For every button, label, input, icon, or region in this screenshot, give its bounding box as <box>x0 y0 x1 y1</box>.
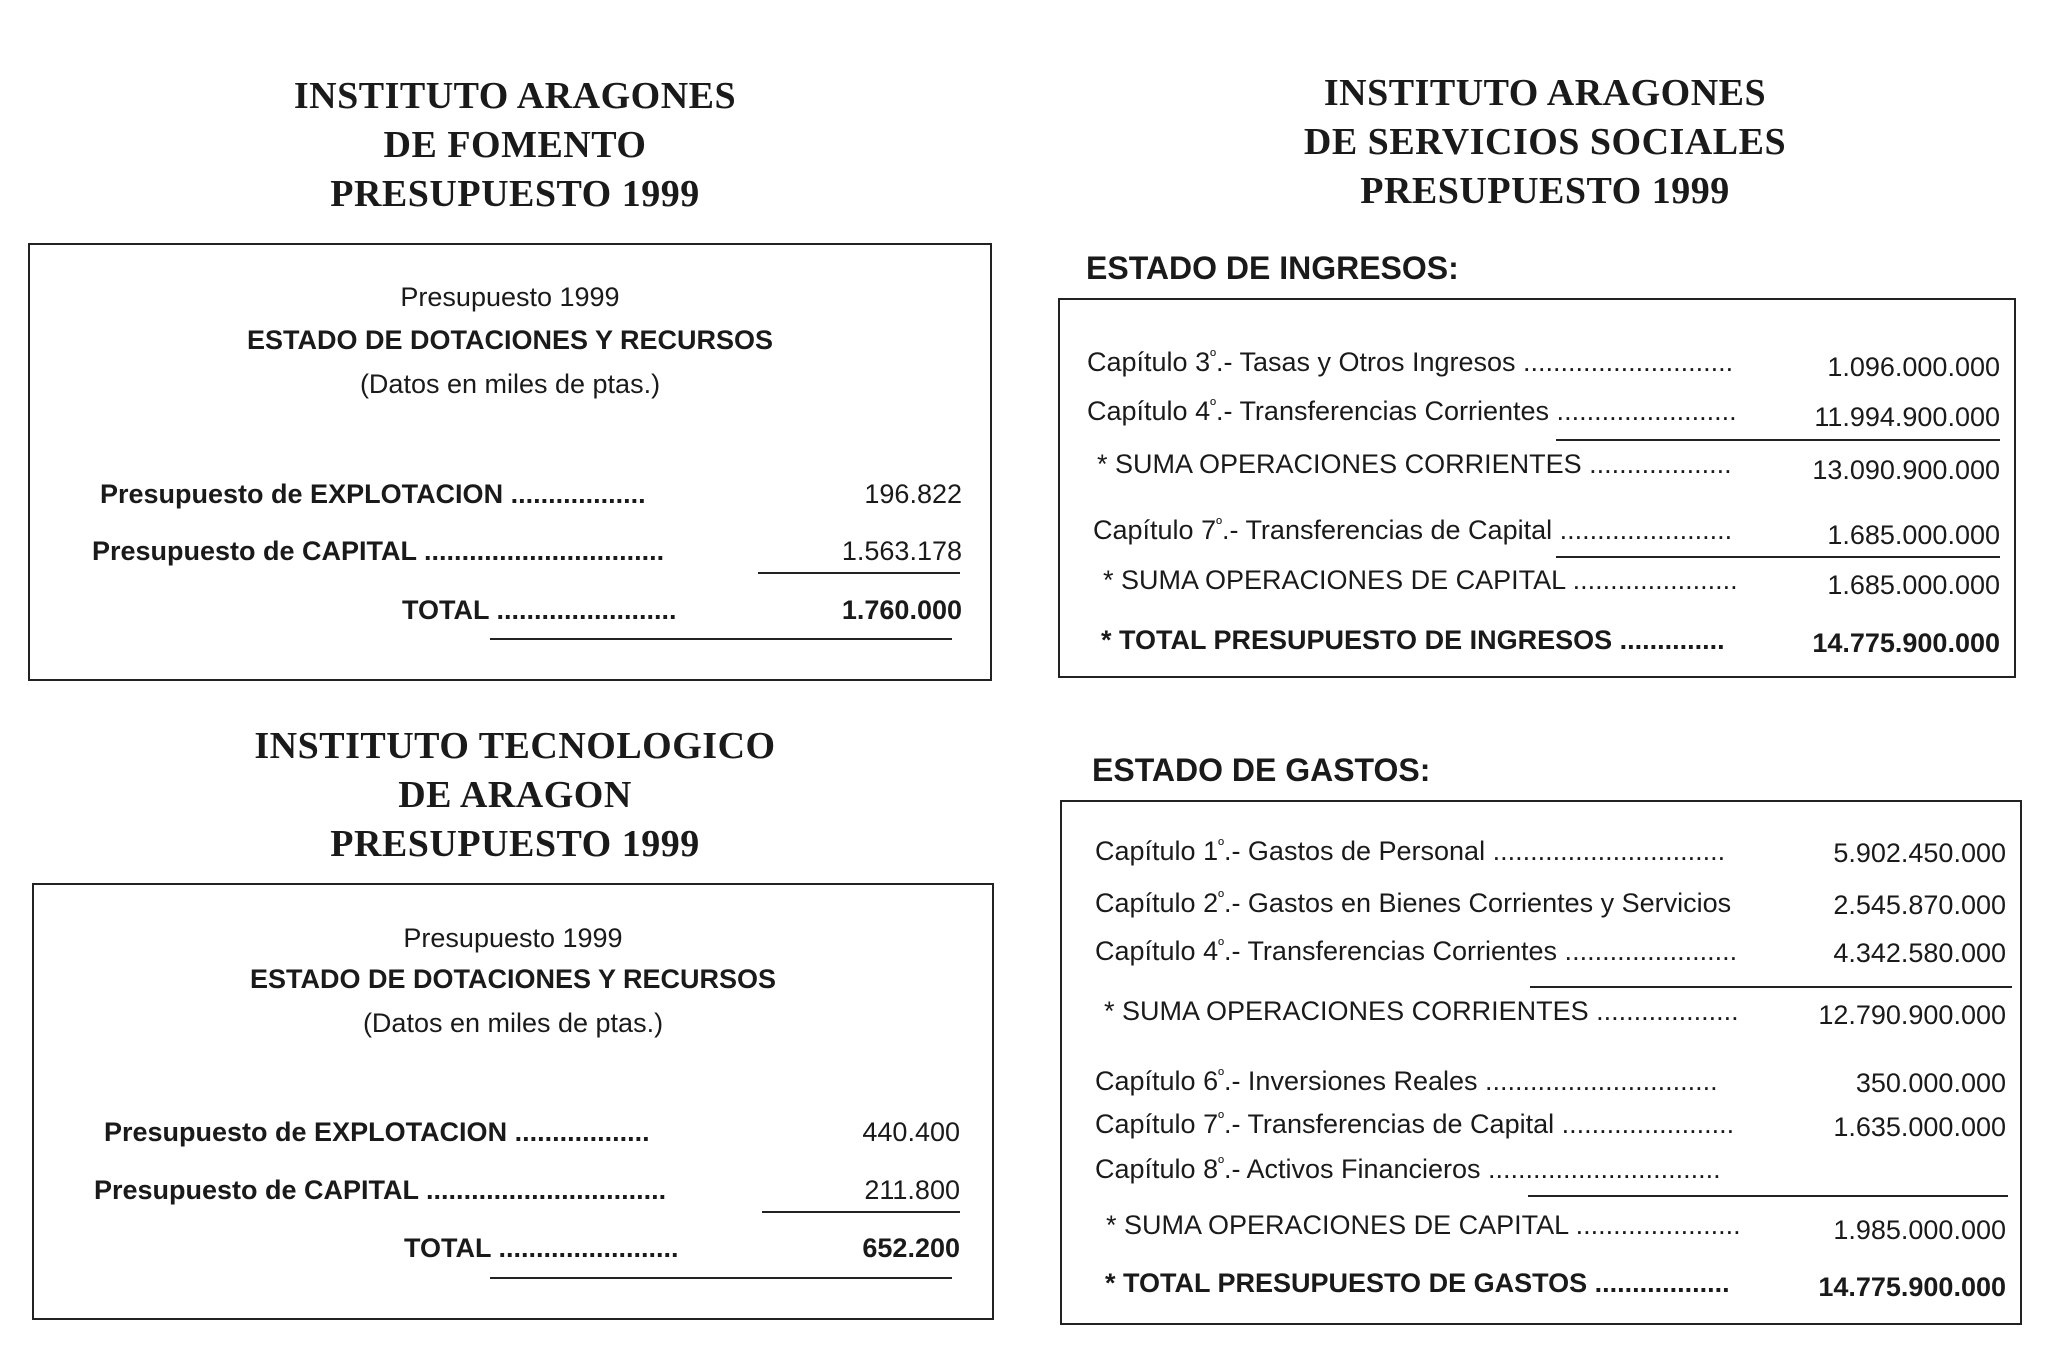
ingresos-cap7-ordinal: º <box>1216 516 1222 533</box>
fomento-total-label: TOTAL ........................ <box>402 595 677 625</box>
fomento-total-rule <box>490 638 952 640</box>
servicios-title-line: INSTITUTO ARAGONES <box>1323 72 1767 114</box>
gastos-cap2-label: Capítulo 2 <box>1095 888 1219 918</box>
gastos-rule-2 <box>1528 1195 2008 1197</box>
servicios-title-line: PRESUPUESTO 1999 <box>1360 170 1730 212</box>
tecnologico-title-line: DE ARAGON <box>398 774 632 816</box>
tecnologico-total-value: 652.200 <box>862 1233 960 1263</box>
fomento-capital-value: 1.563.178 <box>841 536 962 566</box>
tecnologico-capital-value: 211.800 <box>864 1175 960 1205</box>
fomento-box-heading: ESTADO DE DOTACIONES Y RECURSOS <box>246 325 774 355</box>
gastos-row-cap1 <box>1095 836 1725 867</box>
ingresos-cap4-label: Capítulo 4 <box>1087 396 1211 426</box>
gastos-cap6-ordinal: º <box>1218 1067 1224 1084</box>
ingresos-rule-2 <box>1556 556 2000 558</box>
ingresos-box <box>1058 298 2016 678</box>
gastos-cap2-desc: .- Gastos en Bienes Corrientes y Servicios <box>1223 888 1732 918</box>
gastos-cap4-desc: .- Transferencias Corrientes ....................... <box>1223 936 1738 966</box>
ingresos-cap4-desc: .- Transferencias Corrientes ........................ <box>1215 396 1737 426</box>
gastos-row-cap7 <box>1095 1109 1734 1140</box>
gastos-cap1-label: Capítulo 1 <box>1095 836 1219 866</box>
ingresos-suma-capital-value: 1.685.000.000 <box>1827 570 2000 600</box>
fomento-total-value: 1.760.000 <box>841 595 962 625</box>
tecnologico-title-line: INSTITUTO TECNOLOGICO <box>254 725 776 767</box>
fomento-title <box>215 72 815 219</box>
gastos-suma-corrientes-value: 12.790.900.000 <box>1818 1000 2006 1030</box>
ingresos-cap4-ordinal: º <box>1210 397 1216 414</box>
ingresos-heading: ESTADO DE INGRESOS: <box>1086 250 1459 286</box>
ingresos-cap3-ordinal: º <box>1210 348 1216 365</box>
servicios-title-line: DE SERVICIOS SOCIALES <box>1303 121 1787 163</box>
ingresos-cap7-label: Capítulo 7 <box>1093 515 1217 545</box>
gastos-cap2-ordinal: º <box>1218 889 1224 906</box>
gastos-cap1-ordinal: º <box>1218 837 1224 854</box>
tecnologico-box-units: (Datos en miles de ptas.) <box>362 1008 664 1038</box>
tecnologico-box-year: Presupuesto 1999 <box>403 923 623 953</box>
gastos-cap7-label: Capítulo 7 <box>1095 1109 1219 1139</box>
tecnologico-box-heading: ESTADO DE DOTACIONES Y RECURSOS <box>249 964 777 994</box>
ingresos-suma-corrientes-label: * SUMA OPERACIONES CORRIENTES ................... <box>1097 449 1732 479</box>
gastos-cap6-label: Capítulo 6 <box>1095 1066 1219 1096</box>
gastos-heading: ESTADO DE GASTOS: <box>1092 752 1431 788</box>
tecnologico-capital-label: Presupuesto de CAPITAL ................................ <box>94 1175 667 1205</box>
gastos-cap8-ordinal: º <box>1218 1155 1224 1172</box>
ingresos-total-value: 14.775.900.000 <box>1812 628 2000 658</box>
gastos-row-cap8 <box>1095 1154 1721 1185</box>
tecnologico-subtotal-rule <box>762 1211 960 1213</box>
ingresos-suma-corrientes-value: 13.090.900.000 <box>1812 455 2000 485</box>
ingresos-row-cap7 <box>1093 515 1732 546</box>
gastos-cap1-desc: .- Gastos de Personal ............................... <box>1223 836 1726 866</box>
gastos-cap4-value: 4.342.580.000 <box>1833 938 2006 968</box>
gastos-row-cap6 <box>1095 1066 1718 1097</box>
fomento-capital-label: Presupuesto de CAPITAL ................................ <box>92 536 665 566</box>
gastos-row-cap4 <box>1095 936 1737 967</box>
gastos-cap7-desc: .- Transferencias de Capital ....................... <box>1223 1109 1735 1139</box>
fomento-title-line: PRESUPUESTO 1999 <box>330 173 700 215</box>
gastos-box <box>1060 800 2022 1325</box>
ingresos-cap4-value: 11.994.900.000 <box>1814 402 2000 432</box>
ingresos-suma-capital-label: * SUMA OPERACIONES DE CAPITAL ...................... <box>1103 565 1738 595</box>
fomento-box-year: Presupuesto 1999 <box>400 282 620 312</box>
gastos-cap7-ordinal: º <box>1218 1110 1224 1127</box>
gastos-total-value: 14.775.900.000 <box>1818 1272 2006 1302</box>
tecnologico-total-rule <box>490 1277 952 1279</box>
tecnologico-title-line: PRESUPUESTO 1999 <box>330 823 700 865</box>
tecnologico-box <box>32 883 994 1320</box>
gastos-row-cap2 <box>1095 888 1731 919</box>
tecnologico-explotacion-value: 440.400 <box>862 1117 960 1147</box>
fomento-explotacion-label: Presupuesto de EXPLOTACION .................. <box>100 479 646 509</box>
ingresos-cap3-label: Capítulo 3 <box>1087 347 1211 377</box>
gastos-rule-1 <box>1530 986 2012 988</box>
ingresos-row-cap4 <box>1087 396 1737 427</box>
fomento-box <box>28 243 992 681</box>
gastos-cap8-label: Capítulo 8 <box>1095 1154 1219 1184</box>
gastos-cap4-ordinal: º <box>1218 937 1224 954</box>
fomento-explotacion-value: 196.822 <box>864 479 962 509</box>
gastos-suma-capital-value: 1.985.000.000 <box>1833 1215 2006 1245</box>
ingresos-total-label: * TOTAL PRESUPUESTO DE INGRESOS .............. <box>1101 625 1725 655</box>
gastos-cap6-desc: .- Inversiones Reales ............................... <box>1223 1066 1718 1096</box>
gastos-suma-capital-label: * SUMA OPERACIONES DE CAPITAL ...................... <box>1106 1210 1741 1240</box>
ingresos-cap3-value: 1.096.000.000 <box>1827 352 2000 382</box>
fomento-title-line: INSTITUTO ARAGONES <box>293 75 737 117</box>
ingresos-cap7-desc: .- Transferencias de Capital ....................... <box>1221 515 1733 545</box>
gastos-suma-corrientes-label: * SUMA OPERACIONES CORRIENTES ................... <box>1104 996 1739 1026</box>
ingresos-rule-1 <box>1556 439 2000 441</box>
fomento-box-units: (Datos en miles de ptas.) <box>359 369 661 399</box>
ingresos-cap7-value: 1.685.000.000 <box>1827 520 2000 550</box>
gastos-cap1-value: 5.902.450.000 <box>1833 838 2006 868</box>
gastos-cap7-value: 1.635.000.000 <box>1833 1112 2006 1142</box>
gastos-cap2-value: 2.545.870.000 <box>1833 890 2006 920</box>
ingresos-row-cap3 <box>1087 347 1733 378</box>
servicios-title <box>1205 69 1885 216</box>
tecnologico-title <box>215 722 815 869</box>
gastos-cap8-desc: .- Activos Financieros ............................... <box>1223 1154 1721 1184</box>
gastos-total-label: * TOTAL PRESUPUESTO DE GASTOS .................. <box>1105 1268 1730 1298</box>
gastos-cap6-value: 350.000.000 <box>1855 1068 2006 1098</box>
tecnologico-total-label: TOTAL ........................ <box>404 1233 679 1263</box>
tecnologico-explotacion-label: Presupuesto de EXPLOTACION .................. <box>104 1117 650 1147</box>
fomento-subtotal-rule <box>758 572 960 574</box>
fomento-title-line: DE FOMENTO <box>383 124 647 166</box>
gastos-cap4-label: Capítulo 4 <box>1095 936 1219 966</box>
ingresos-cap3-desc: .- Tasas y Otros Ingresos ............................ <box>1215 347 1734 377</box>
